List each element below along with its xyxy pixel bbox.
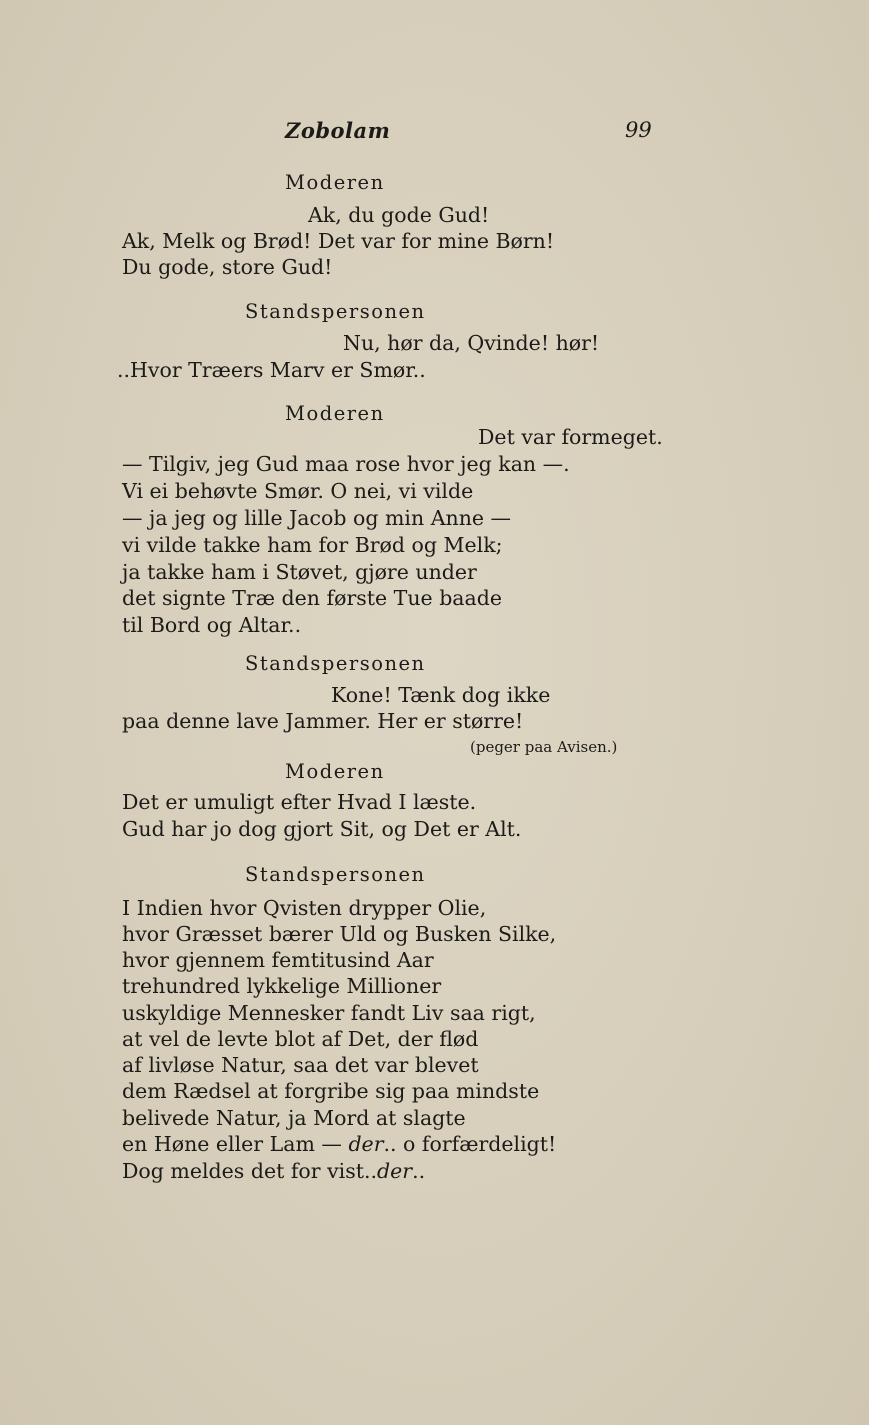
- speaker-name: Standspersonen: [245, 300, 426, 323]
- emphasis-der: der: [348, 1132, 384, 1156]
- verse-line: at vel de levte blot af Det, der flød: [122, 1027, 479, 1051]
- verse-line: til Bord og Altar..: [122, 613, 302, 637]
- verse-line: hvor Græsset bærer Uld og Busken Silke,: [122, 922, 557, 946]
- verse-line: ..Hvor Træers Marv er Smør..: [117, 358, 426, 382]
- verse-line: af livløse Natur, saa det var blevet: [122, 1053, 479, 1077]
- stage-direction: (peger paa Avisen.): [470, 738, 618, 756]
- verse-text: ..: [412, 1159, 426, 1183]
- speaker-name: Standspersonen: [245, 863, 426, 886]
- verse-line: Gud har jo dog gjort Sit, og Det er Alt.: [122, 817, 522, 841]
- speaker-name: Moderen: [285, 402, 385, 425]
- verse-line: — Tilgiv, jeg Gud maa rose hvor jeg kan —.: [122, 452, 570, 476]
- verse-line: paa denne lave Jammer. Her er større!: [122, 709, 524, 733]
- verse-line: Nu, hør da, Qvinde! hør!: [343, 331, 600, 355]
- verse-line: vi vilde takke ham for Brød og Melk;: [122, 533, 503, 557]
- verse-line: Det var formeget.: [478, 425, 663, 449]
- verse-line: hvor gjennem femtitusind Aar: [122, 948, 434, 972]
- speaker-name: Standspersonen: [245, 652, 426, 675]
- verse-line: uskyldige Mennesker fandt Liv saa rigt,: [122, 1001, 536, 1025]
- verse-line: Ak, Melk og Brød! Det var for mine Børn!: [122, 229, 555, 253]
- verse-line: trehundred lykkelige Millioner: [122, 974, 442, 998]
- page-number: 99: [625, 118, 652, 142]
- verse-line: [122, 1158, 425, 1184]
- verse-line: [122, 1131, 556, 1157]
- speaker-name: Moderen: [285, 760, 385, 783]
- verse-line: dem Rædsel at forgribe sig paa mindste: [122, 1079, 540, 1103]
- emphasis-der: der: [377, 1159, 413, 1183]
- verse-text: Dog meldes det for vist..: [122, 1159, 378, 1183]
- verse-line: I Indien hvor Qvisten drypper Olie,: [122, 896, 487, 920]
- speaker-name: Moderen: [285, 171, 385, 194]
- verse-line: det signte Træ den første Tue baade: [122, 586, 503, 610]
- verse-line: Kone! Tænk dog ikke: [331, 683, 551, 707]
- verse-line: Det er umuligt efter Hvad I læste.: [122, 790, 477, 814]
- verse-line: ja takke ham i Støvet, gjøre under: [122, 560, 477, 584]
- verse-text: .. o forfærdeligt!: [383, 1132, 557, 1156]
- verse-line: Ak, du gode Gud!: [308, 203, 490, 227]
- verse-text: en Høne eller Lam —: [122, 1132, 342, 1156]
- verse-line: — ja jeg og lille Jacob og min Anne —: [122, 506, 512, 530]
- verse-line: Du gode, store Gud!: [122, 255, 333, 279]
- verse-line: belivede Natur, ja Mord at slagte: [122, 1106, 466, 1130]
- running-title: Zobolam: [285, 118, 391, 143]
- verse-line: Vi ei behøvte Smør. O nei, vi vilde: [122, 479, 474, 503]
